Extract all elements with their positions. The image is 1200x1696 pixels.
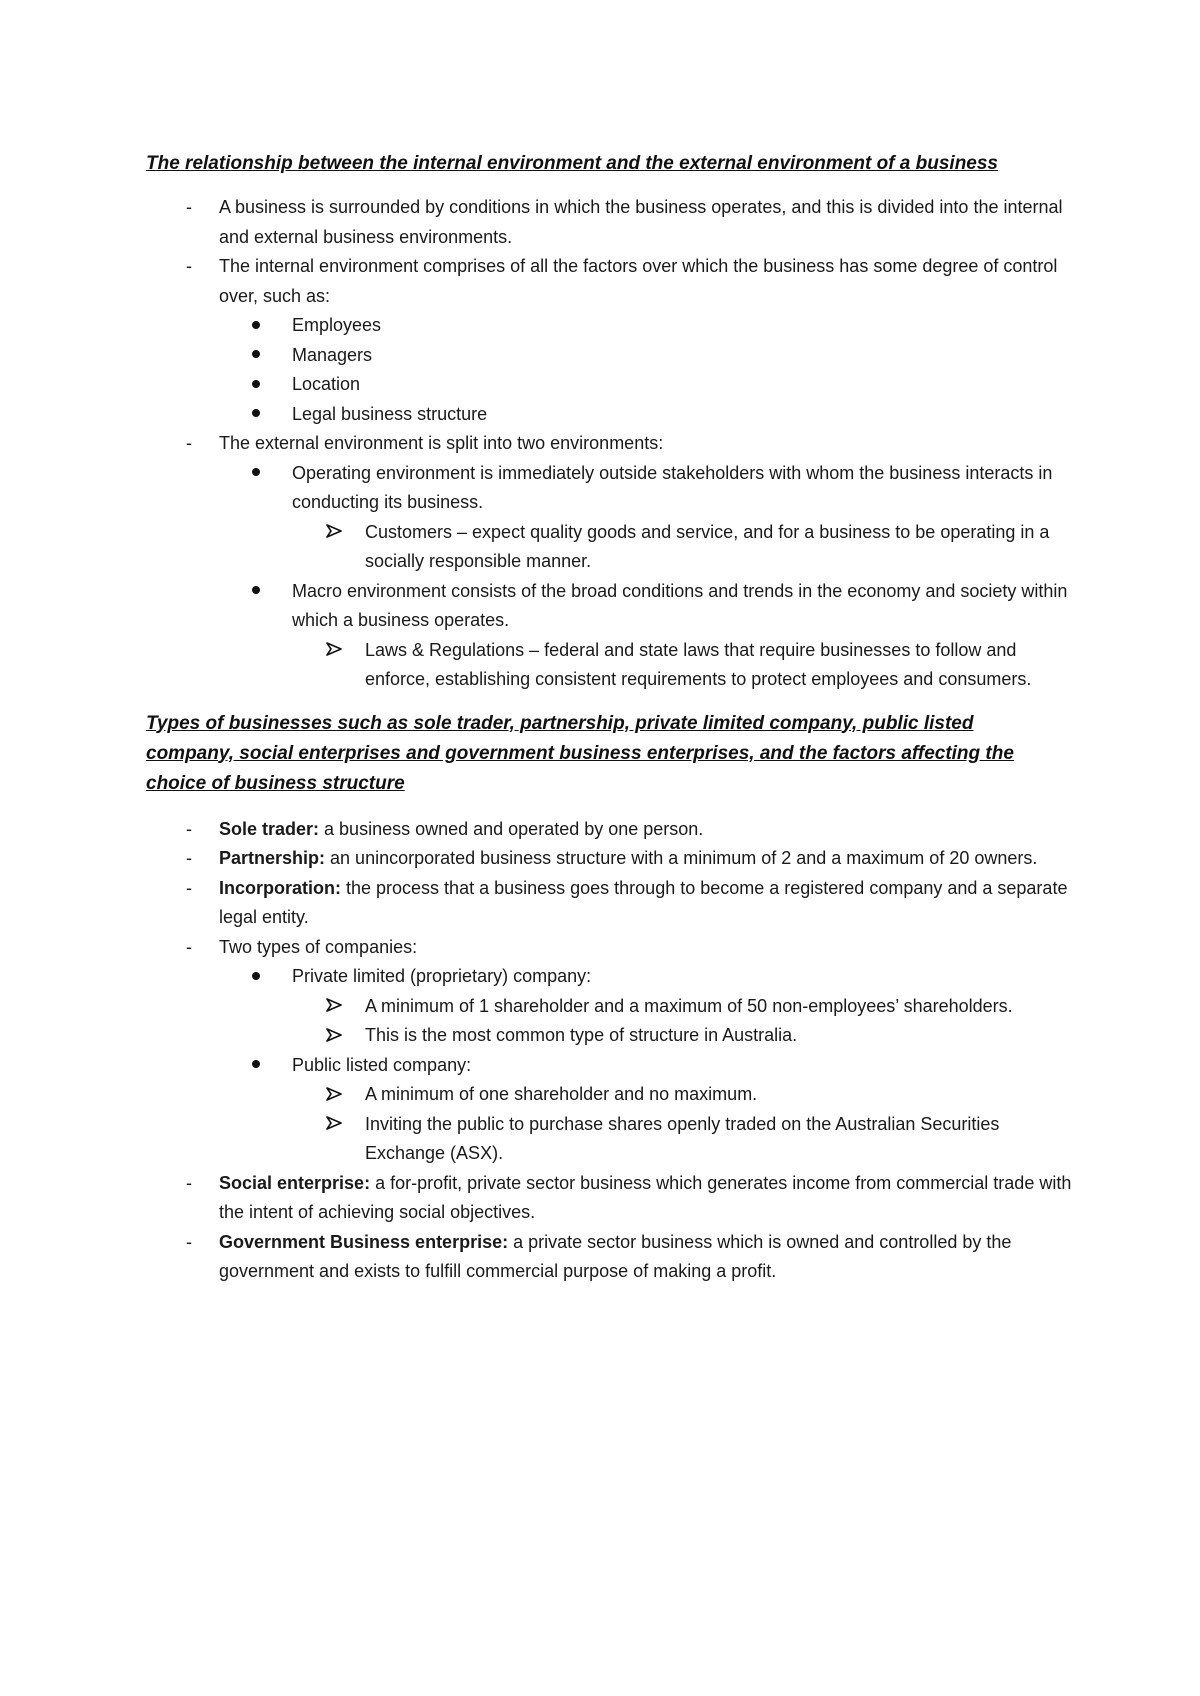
section-business-types bbox=[146, 709, 1080, 1287]
dash-bullet-icon bbox=[186, 252, 206, 282]
dot-bullet-icon bbox=[252, 577, 272, 607]
list-item: Public listed company: bbox=[146, 1051, 1080, 1081]
section-heading: The relationship between the internal environment and the external environment of a business bbox=[146, 153, 999, 174]
list-item: - A business is surrounded by conditions in which the business operates, and this is divided into the internal and external business environments. bbox=[146, 193, 1080, 252]
term-label: Social enterprise: bbox=[219, 1172, 371, 1193]
list-item: Customers – expect quality goods and service, and for a business to be operating in a socially responsible manner. bbox=[146, 518, 1080, 577]
list-item: A minimum of one shareholder and no maximum. bbox=[146, 1080, 1080, 1110]
arrow-bullet-icon bbox=[326, 992, 346, 1022]
dash-bullet-icon bbox=[186, 1228, 206, 1258]
list-item: - The internal environment comprises of all the factors over which the business has some degree of control over, such as: bbox=[146, 252, 1080, 311]
term-label: Government Business enterprise: bbox=[219, 1231, 509, 1252]
list-item: A minimum of 1 shareholder and a maximum of 50 non-employees’ shareholders. bbox=[146, 992, 1080, 1022]
section-heading: Types of businesses such as sole trader, partnership, private limited company, public listed company, social enterprises and government business enterprises, and the factors affecting the choice of business structure bbox=[146, 712, 1014, 794]
list-item: Laws & Regulations – federal and state laws that require businesses to follow and enforce, establishing consistent requirements to protect employees and consumers. bbox=[146, 636, 1080, 695]
list-item: - Social enterprise: a for-profit, private sector business which generates income from commercial trade with the intent of achieving social objectives. bbox=[146, 1169, 1080, 1228]
dot-bullet-icon bbox=[252, 962, 272, 992]
term-label: Partnership: bbox=[219, 848, 326, 868]
list-item: - Incorporation: the process that a business goes through to become a registered company and a separate legal entity. bbox=[146, 874, 1080, 933]
arrow-bullet-icon bbox=[326, 1021, 346, 1051]
dash-bullet-icon bbox=[186, 193, 206, 223]
list-item: - The external environment is split into two environments: bbox=[146, 429, 1080, 459]
dot-bullet-icon bbox=[252, 459, 272, 489]
list-item: - Government Business enterprise: a private sector business which is owned and controlled by the government and exists to fulfill commercial purpose of making a profit. bbox=[146, 1228, 1080, 1287]
list-item: This is the most common type of structure in Australia. bbox=[146, 1021, 1080, 1051]
list-item: - Sole trader: a business owned and operated by one person. bbox=[146, 815, 1080, 845]
arrow-bullet-icon bbox=[326, 1080, 346, 1110]
dash-bullet-icon bbox=[186, 933, 206, 963]
list-item: Legal business structure bbox=[146, 400, 1080, 430]
dot-bullet-icon bbox=[252, 341, 272, 371]
dash-bullet-icon bbox=[186, 815, 206, 845]
list-item: - Two types of companies: bbox=[146, 933, 1080, 963]
list-item: Operating environment is immediately outside stakeholders with whom the business interacts in conducting its business. bbox=[146, 459, 1080, 518]
dash-bullet-icon bbox=[186, 874, 206, 904]
term-label: Sole trader: bbox=[219, 818, 320, 839]
list-item: Macro environment consists of the broad conditions and trends in the economy and society within which a business operates. bbox=[146, 577, 1080, 636]
dash-bullet-icon bbox=[186, 1169, 206, 1199]
section-internal-external bbox=[146, 149, 1080, 695]
dot-bullet-icon bbox=[252, 370, 272, 400]
list-item: Inviting the public to purchase shares openly traded on the Australian Securities Exchange (ASX). bbox=[146, 1110, 1080, 1169]
dash-bullet-icon bbox=[186, 429, 206, 459]
dot-bullet-icon bbox=[252, 400, 272, 430]
list-item: Private limited (proprietary) company: bbox=[146, 962, 1080, 992]
list-item: Location bbox=[146, 370, 1080, 400]
dash-bullet-icon bbox=[186, 844, 206, 874]
term-label: Incorporation: bbox=[219, 877, 341, 898]
list-item: - Partnership: an unincorporated business structure with a minimum of 2 and a maximum of 20 owners. bbox=[146, 844, 1080, 874]
dot-bullet-icon bbox=[252, 311, 272, 341]
list-item: Employees bbox=[146, 311, 1080, 341]
dot-bullet-icon bbox=[252, 1051, 272, 1081]
arrow-bullet-icon bbox=[326, 636, 346, 666]
list-item: Managers bbox=[146, 341, 1080, 371]
arrow-bullet-icon bbox=[326, 518, 346, 548]
arrow-bullet-icon bbox=[326, 1110, 346, 1140]
